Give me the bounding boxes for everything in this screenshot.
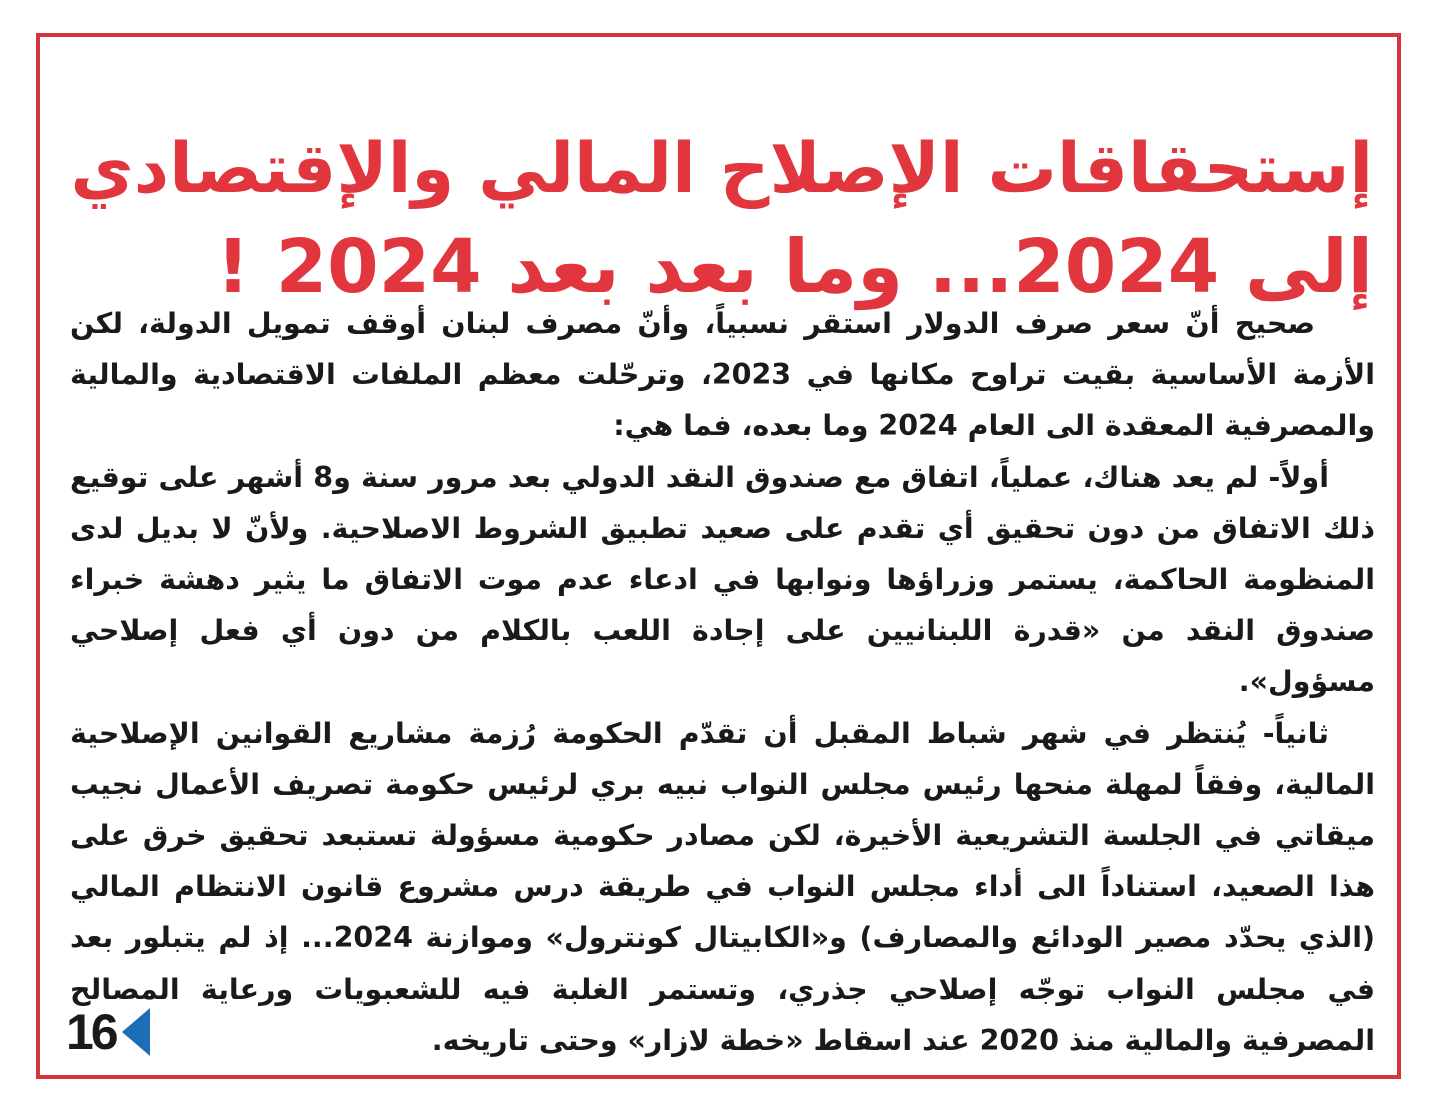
article-paragraph-second-point: ثانياً- يُنتظر في شهر شباط المقبل أن تقدّم الحكومة رُزمة مشاريع القوانين الإصلاحية المالية، وفقاً لمهلة منحها رئيس مجلس النواب نبيه بري لرئيس حكومة تصريف الأعمال نجيب ميقاتي في الجلسة التشريعية الأخيرة، لكن مصادر حكومية مسؤولة تستبعد تحقيق خرق على هذا الصعيد، استناداً الى أداء مجلس النواب في طريقة درس مشروع قانون الانتظام المالي (الذي يحدّد مصير الودائع والمصارف) و«الكابيتال كونترول» وموازنة 2024... إذ لم يتبلور بعد في مجلس النواب توجّه إصلاحي جذري، وتستمر الغلبة فيه للشعبويات ورعاية المصالح المصرفية والمالية منذ 2020 عند اسقاط «خطة لازار» وحتى تاريخه.	[70, 716, 1375, 1057]
article-paragraph-first-point: أولاً- لم يعد هناك، عملياً، اتفاق مع صندوق النقد الدولي بعد مرور سنة و8 أشهر على توقيع ذلك الاتفاق من دون تحقيق أي تقدم على صعيد تطبيق الشروط الاصلاحية. ولأنّ لا بديل لدى المنظومة الحاكمة، يستمر وزراؤها ونوابها في ادعاء عدم موت الاتفاق ما يثير دهشة خبراء صندوق النقد من «قدرة اللبنانيين على إجادة اللعب بالكلام من دون أي فعل إصلاحي مسؤول».	[70, 460, 1375, 699]
article-title	[70, 120, 1373, 316]
article-title-line-2: إلى 2024... وما بعد بعد 2024 !	[216, 223, 1373, 310]
article-paragraph-intro: صحيح أنّ سعر صرف الدولار استقر نسبياً، وأنّ مصرف لبنان أوقف تمويل الدولة، لكن الأزمة الأساسية بقيت تراوح مكانها في 2023، وترحّلت معظم الملفات الاقتصادية والمالية والمصرفية المعقدة الى العام 2024 وما بعده، فما هي:	[70, 307, 1375, 443]
triangle-left-icon	[122, 1008, 150, 1056]
article-body	[70, 298, 1375, 1066]
page-number-text: 16	[66, 1004, 116, 1060]
article-title-line-1: إستحقاقات الإصلاح المالي والإقتصادي	[70, 128, 1373, 209]
page-number	[66, 1002, 150, 1062]
